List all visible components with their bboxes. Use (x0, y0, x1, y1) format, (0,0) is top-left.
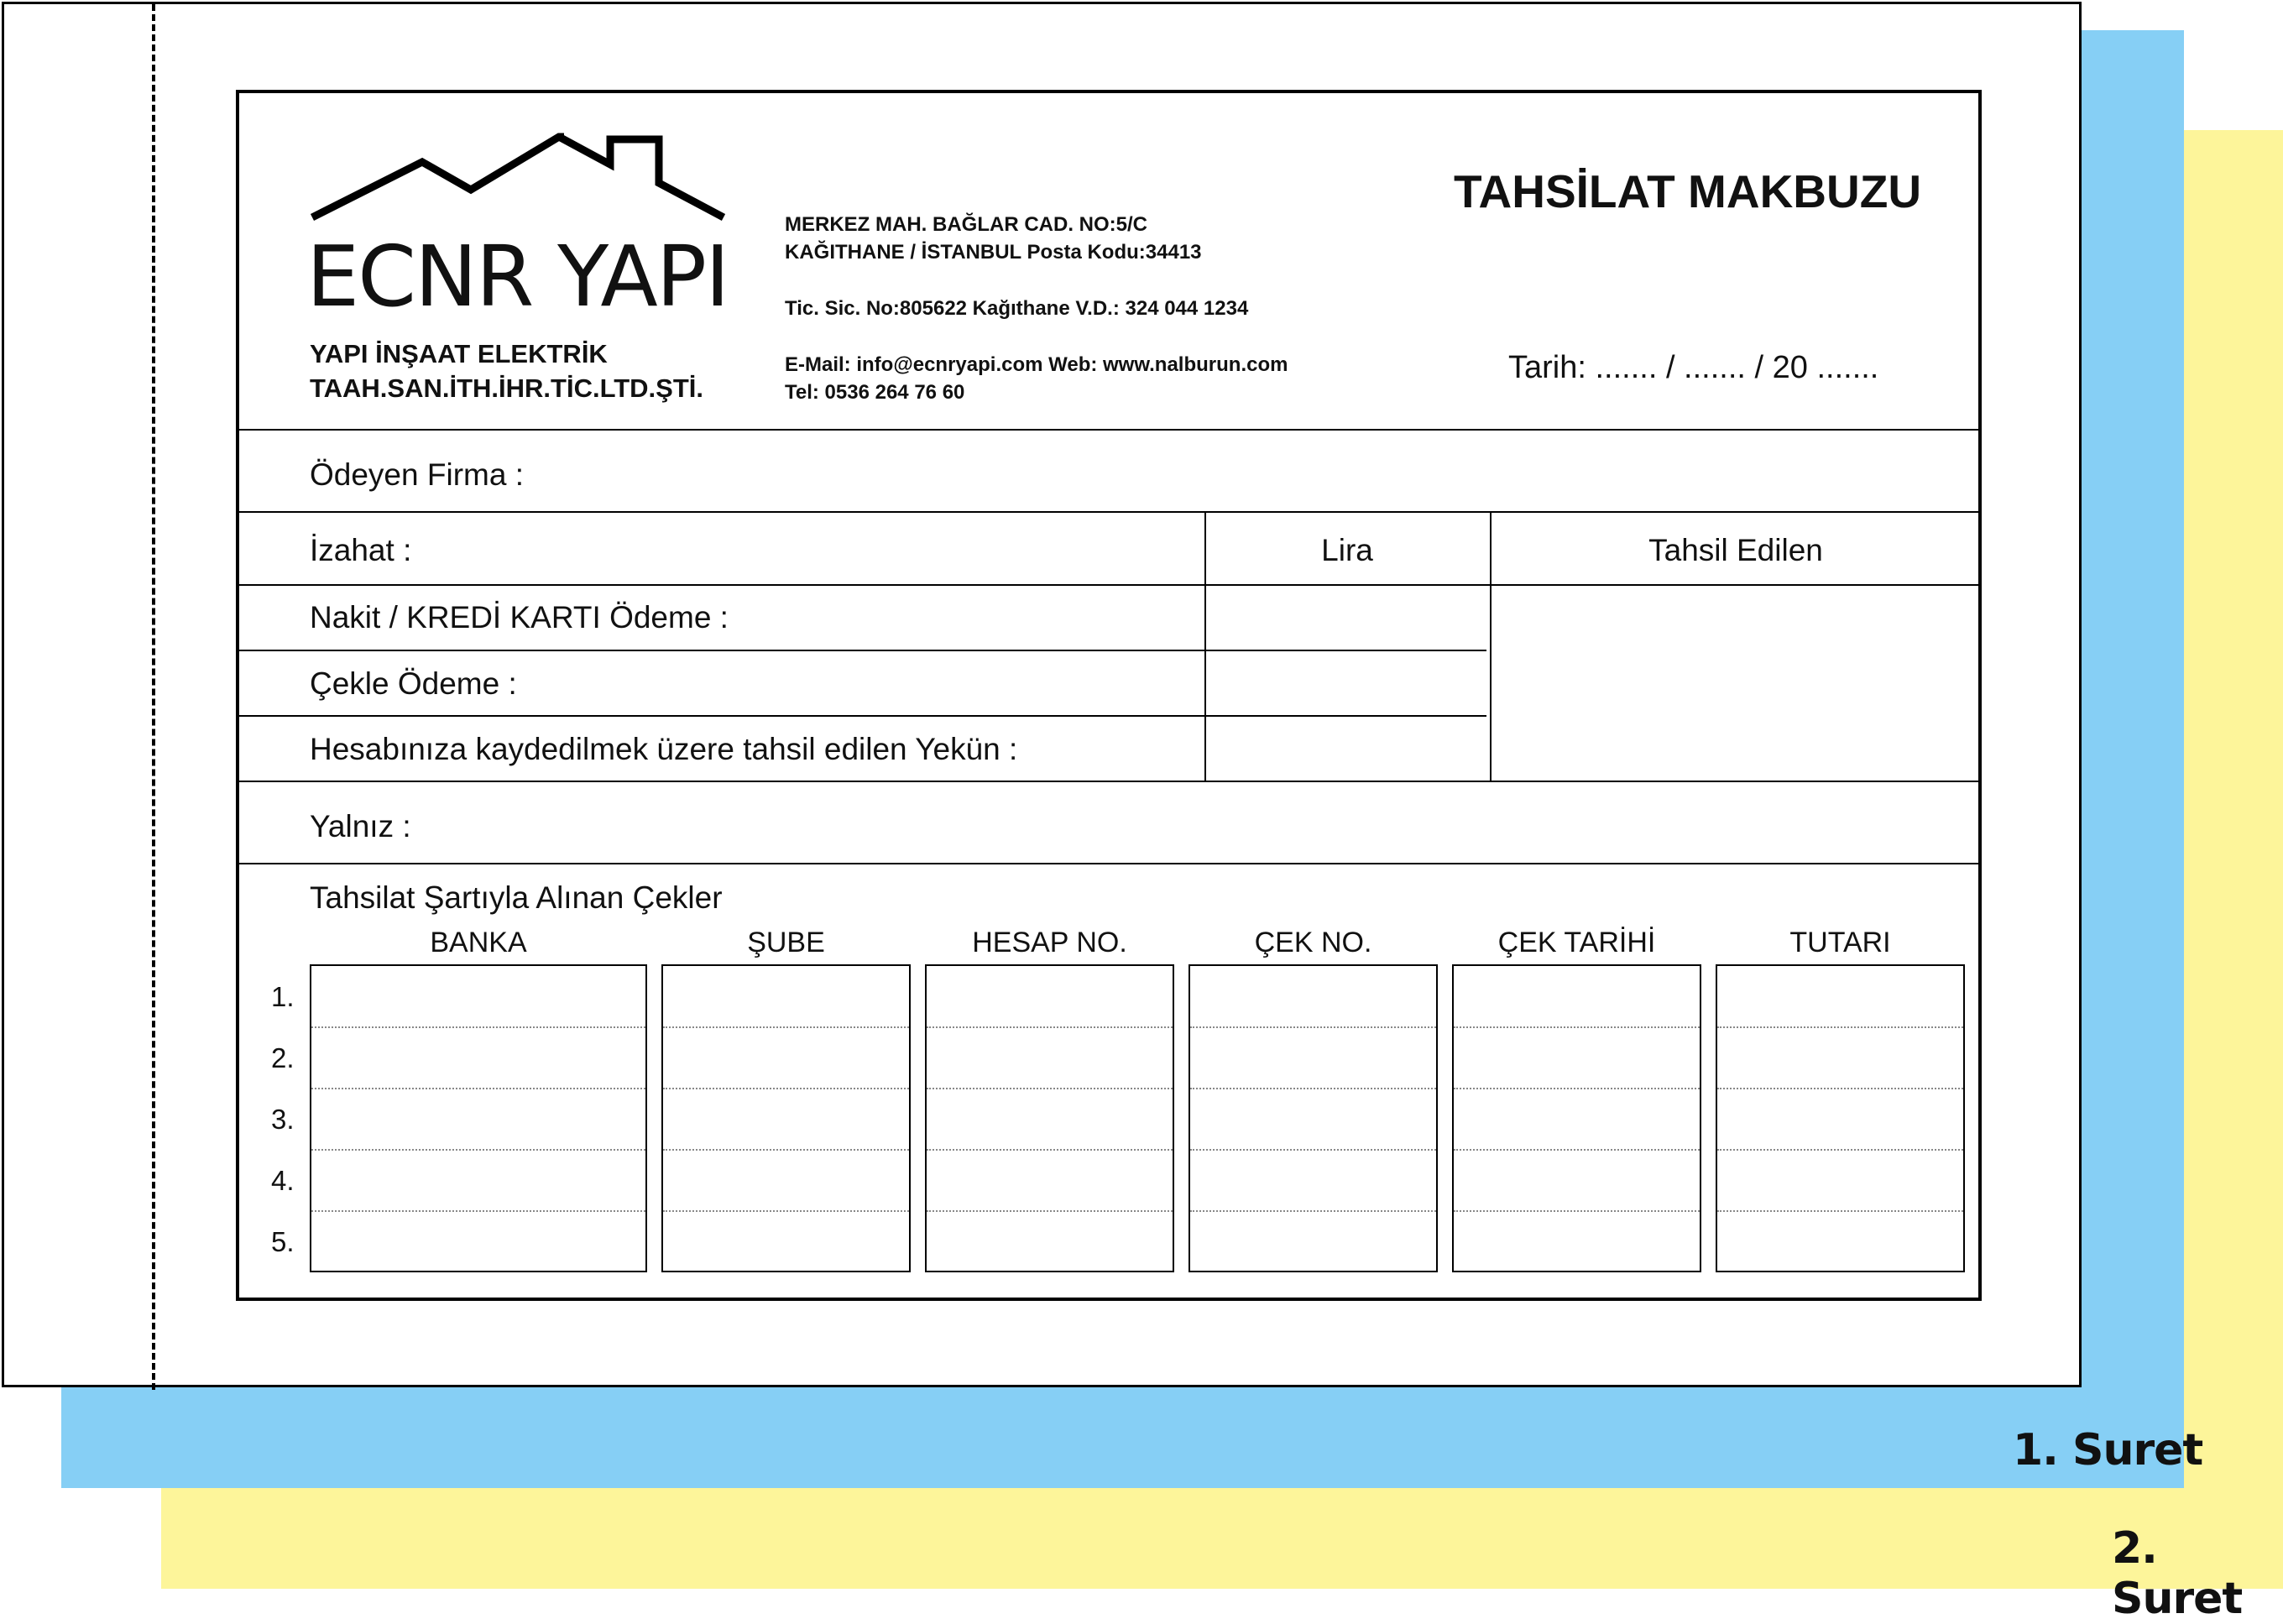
amount-column-box (1716, 964, 1965, 1272)
branch-column-box (661, 964, 911, 1272)
divider (239, 650, 1486, 651)
cheques-title: Tahsilat Şartıyla Alınan Çekler (310, 880, 723, 915)
address-line1: MERKEZ MAH. BAĞLAR CAD. NO:5/C (785, 213, 1147, 236)
bank-column-box (310, 964, 647, 1272)
explanation-label: İzahat : (310, 533, 412, 567)
perforation-line (152, 4, 155, 1390)
payer-label: Ödeyen Firma : (310, 457, 524, 492)
column-header: ÇEK NO. (1254, 927, 1372, 958)
form-title: TAHSİLAT MAKBUZU (1454, 165, 1922, 217)
date-line: Tarih: ....... / ....... / 20 ....... (1508, 350, 1879, 385)
row-number: 5. (271, 1226, 295, 1257)
copy1-label: 1. Suret (2013, 1425, 2203, 1475)
cash-label: Nakit / KREDİ KARTI Ödeme : (310, 600, 729, 634)
column-header: ŞUBE (747, 927, 825, 958)
cheque-date-column-box (1452, 964, 1701, 1272)
row-number: 3. (271, 1104, 295, 1135)
receipt-form (236, 90, 1982, 1301)
row-number: 1. (271, 981, 295, 1012)
company-logo-text: ECNR YAPI (306, 227, 729, 326)
lira-header: Lira (1321, 533, 1373, 567)
row-number: 2. (271, 1042, 295, 1073)
only-label: Yalnız : (310, 809, 411, 843)
divider (239, 715, 1486, 717)
divider (239, 863, 1978, 864)
lira-column-divider (1204, 511, 1206, 781)
tax-info: Tic. Sic. No:805622 Kağıthane V.D.: 324 044 1234 (785, 297, 1249, 320)
total-label: Hesabınıza kaydedilmek üzere tahsil edilen Yekün : (310, 732, 1018, 766)
divider (239, 511, 1978, 513)
divider (239, 781, 1978, 782)
column-header: HESAP NO. (972, 927, 1127, 958)
column-header: ÇEK TARİHİ (1497, 927, 1656, 958)
divider (239, 584, 1978, 586)
address-line2: KAĞITHANE / İSTANBUL Posta Kodu:34413 (785, 241, 1202, 264)
cheque-payment-label: Çekle Ödeme : (310, 666, 517, 701)
company-legal-line2: TAAH.SAN.İTH.İHR.TİC.LTD.ŞTİ. (310, 373, 703, 403)
divider (239, 429, 1978, 431)
contact-phone: Tel: 0536 264 76 60 (785, 381, 965, 404)
account-column-box (925, 964, 1174, 1272)
copy2-label: 2. Suret (2112, 1523, 2243, 1624)
contact-web: E-Mail: info@ecnryapi.com Web: www.nalburun.com (785, 353, 1288, 376)
house-roof-logo-icon (310, 131, 729, 223)
row-number: 4. (271, 1165, 295, 1196)
cheque-no-column-box (1189, 964, 1438, 1272)
collected-column-divider (1490, 511, 1492, 781)
company-legal-line1: YAPI İNŞAAT ELEKTRİK (310, 339, 608, 368)
collected-header: Tahsil Edilen (1648, 533, 1823, 567)
column-header: TUTARI (1789, 927, 1891, 958)
column-header: BANKA (430, 927, 527, 958)
